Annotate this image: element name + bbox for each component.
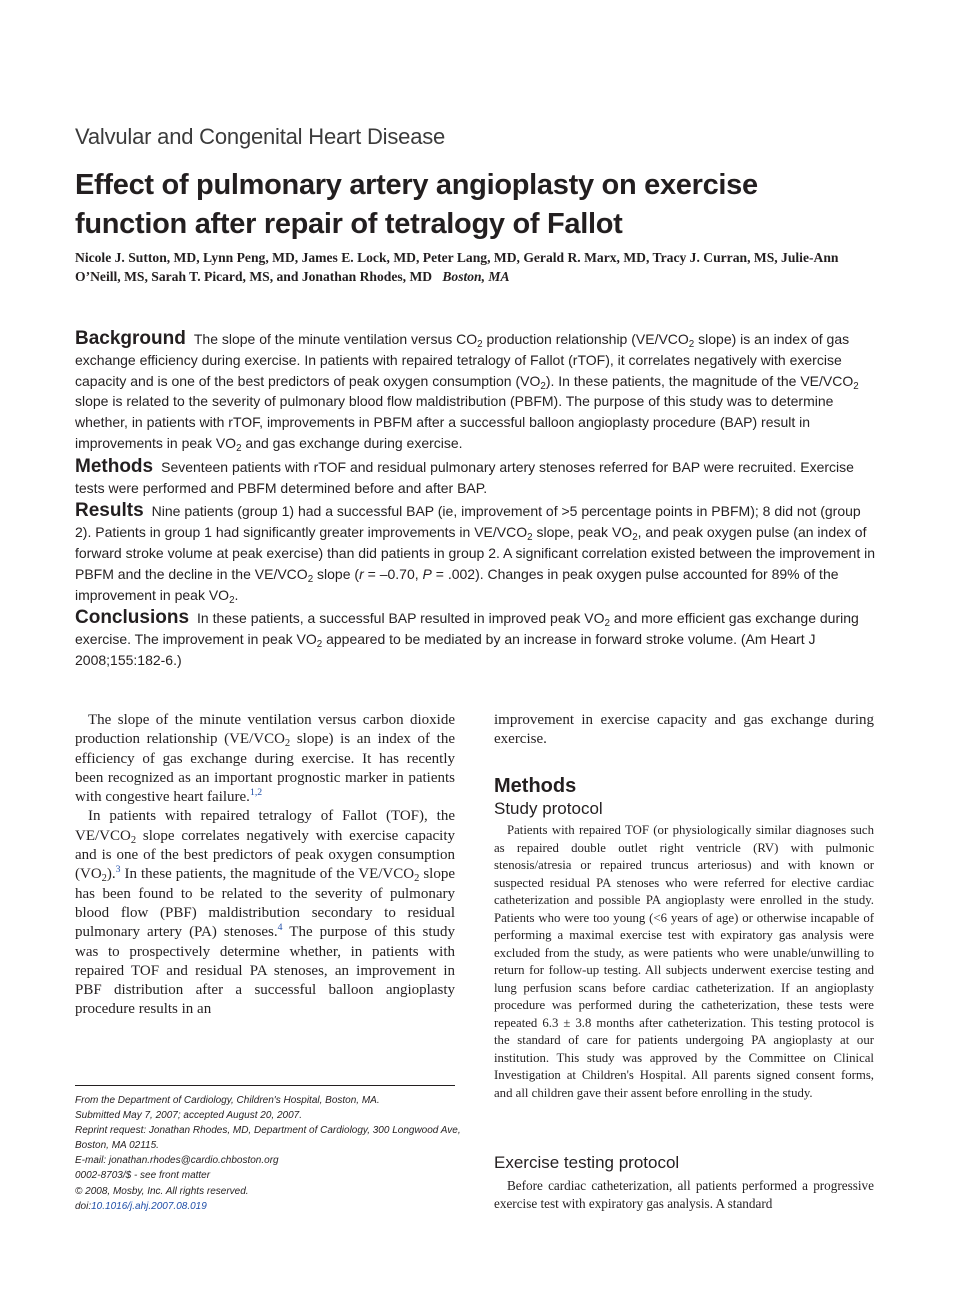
footnote-submitted: Submitted May 7, 2007; accepted August 20, 2007. xyxy=(75,1110,303,1122)
intro-paragraph-1: The slope of the minute ventilation versus carbon dioxide production relationship ($VE/VCO_2$ slope) is an index of the efficiency of gas exchange during exercise. It has recently been recognized as an important prognostic marker in patients with congestive heart failure.$^{1,2}$ xyxy=(75,712,455,806)
footnote-email[interactable]: E-mail: jonathan.rhodes@cardio.chboston.org xyxy=(75,1155,279,1167)
study-protocol-heading: Study protocol xyxy=(494,799,603,818)
study-protocol-text: Patients with repaired TOF (or physiologically similar diagnoses such as repaired double outlet right ventricle (RV) with pulmonic stenosis/atresia or repaired truncus arteriosus) and with known or suspected residual PA stenoses who were referred for elective cardiac catheterization and possible PA angioplasty were enrolled in the study. Patients who were too young (<6 years of age) or otherwise incapable of performing a maximal exercise test with expiratory gas analysis were excluded from the study, as were patients who were unable/unwilling to return for follow-up testing. All subjects underwent exercise testing and lung perfusion scans before cardiac catheterization. If an angioplasty procedure was performed during the catheterization, these tests were repeated 6.3 ± 3.8 months after catheterization. This testing protocol is the standard of care for patients undergoing PA angioplasty at our institution. This study was approved by the Committee on Clinical Investigation at Children's Hospital. All parents signed consent forms, and all children gave their assent before enrolling in the study. xyxy=(494,823,874,1100)
footnote-issn: 0002-8703/$ - see front matter xyxy=(75,1170,211,1182)
methods-heading: Methods xyxy=(494,775,577,797)
conclusions-heading: Conclusions xyxy=(75,607,190,629)
section-label: Valvular and Congenital Heart Disease xyxy=(75,124,446,149)
footnote-doi xyxy=(75,1199,465,1214)
results-heading: Results xyxy=(75,500,144,522)
footnote-divider xyxy=(75,1085,455,1086)
background-heading: Background xyxy=(75,328,186,349)
intro-paragraph-2: In patients with repaired tetralogy of Fallot (TOF), the $VE/VCO_2$ slope correlates negatively with exercise capacity and is one of the best predictors of peak oxygen consumption $(VO_2).^3$ In these patients, the magnitude of the $VE/VCO_2$ slope has been found to be related to the severity of pulmonary blood flow (PBF) maldistribution secondary to residual pulmonary artery (PA) stenoses.$^4$ The purpose of this study was to prospectively determine whether, in patients with repaired TOF and residual PA stenoses, an improvement in PBF distribution after a successful balloon angioplasty procedure results in an xyxy=(75,808,455,1018)
intro-continuation: improvement in exercise capacity and gas exchange during exercise. xyxy=(494,712,874,748)
footnotes xyxy=(75,1093,465,1214)
methods-heading-abstract: Methods xyxy=(75,455,154,477)
abstract-methods xyxy=(75,457,875,499)
abstract-methods-text: Seventeen patients with rTOF and residual pulmonary artery stenoses referred for BAP were recruited. Exercise tests were performed and PBFM determined before and after BAP. xyxy=(75,458,854,496)
abstract-results: Results Nine patients (group 1) had a successful BAP (ie, improvement of >5 percentage points in PBFM); 8 did not (group 2). Patients in group 1 had significantly greater improvements in $VE/VCO_2$ slope, peak $VO_2$, and peak oxygen pulse (an index of forward stroke volume at peak exercise) than did patients in group 2. A significant correlation existed between the improvement in PBFM and the decline in the $VE/VCO_2$ slope (r = –0.70, P = .002). Changes in peak oxygen pulse accounted for 89% of the improvement in peak $VO_2$. xyxy=(75,500,875,606)
doi-link[interactable]: 10.1016/j.ahj.2007.08.019 xyxy=(91,1200,207,1212)
abstract-background: Background The slope of the minute ventilation versus $CO_2$ production relationship ($VE/VCO_2$ slope) is an index of gas exchange efficiency during exercise. In patients with repaired tetralogy of Fallot (rTOF), it correlates negatively with exercise capacity and is one of the best predictors of peak oxygen consumption $(VO_2)$. In these patients, the magnitude of the $VE/VCO_2$ slope is related to the severity of pulmonary blood flow maldistribution (PBFM). The purpose of this study was to determine whether, in patients with rTOF, improvements in PBFM after a successful balloon angioplasty procedure (BAP) result in improvements in peak $VO_2$ and gas exchange during exercise. xyxy=(75,328,859,454)
abstract-conclusions: Conclusions In these patients, a successful BAP resulted in improved peak $VO_2$ and more efficient gas exchange during exercise. The improvement in peak $VO_2$ appeared to be mediated by an increase in forward stroke volume. (Am Heart J 2008;155:182-6.) xyxy=(75,607,859,668)
citation-4[interactable]: 4 xyxy=(277,922,283,934)
abstract xyxy=(75,329,875,674)
article-title: Effect of pulmonary artery angioplasty on exercise function after repair of tetralogy of Fallot xyxy=(75,169,758,240)
body-right-column xyxy=(494,711,874,750)
footnote-copyright: © 2008, Mosby, Inc. All rights reserved. xyxy=(75,1185,249,1197)
authors: Nicole J. Sutton, MD, Lynn Peng, MD, James E. Lock, MD, Peter Lang, MD, Gerald R. Marx, MD, Tracy J. Curran, MS, Julie-Ann O’Neill, MS, Sarah T. Picard, MS, and Jonathan Rhodes, MD xyxy=(75,250,839,284)
footnote-reprint-2: Boston, MA 02115. xyxy=(75,1140,159,1152)
footnote-affiliation: From the Department of Cardiology, Children's Hospital, Boston, MA. xyxy=(75,1095,380,1106)
citation-3[interactable]: 3 xyxy=(115,864,121,876)
author-location: Boston, MA xyxy=(442,269,510,284)
exercise-protocol-heading: Exercise testing protocol xyxy=(494,1153,680,1172)
exercise-protocol-text: Before cardiac catheterization, all patients performed a progressive exercise test with expiratory gas analysis. A standard xyxy=(494,1178,874,1211)
doi-label: doi: xyxy=(75,1200,92,1212)
footnote-reprint-1: Reprint request: Jonathan Rhodes, MD, Department of Cardiology, 300 Longwood Ave, xyxy=(75,1125,461,1137)
author-list xyxy=(75,248,885,286)
body-left-column xyxy=(75,711,455,1020)
citation-1-2[interactable]: 1,2 xyxy=(249,787,263,799)
